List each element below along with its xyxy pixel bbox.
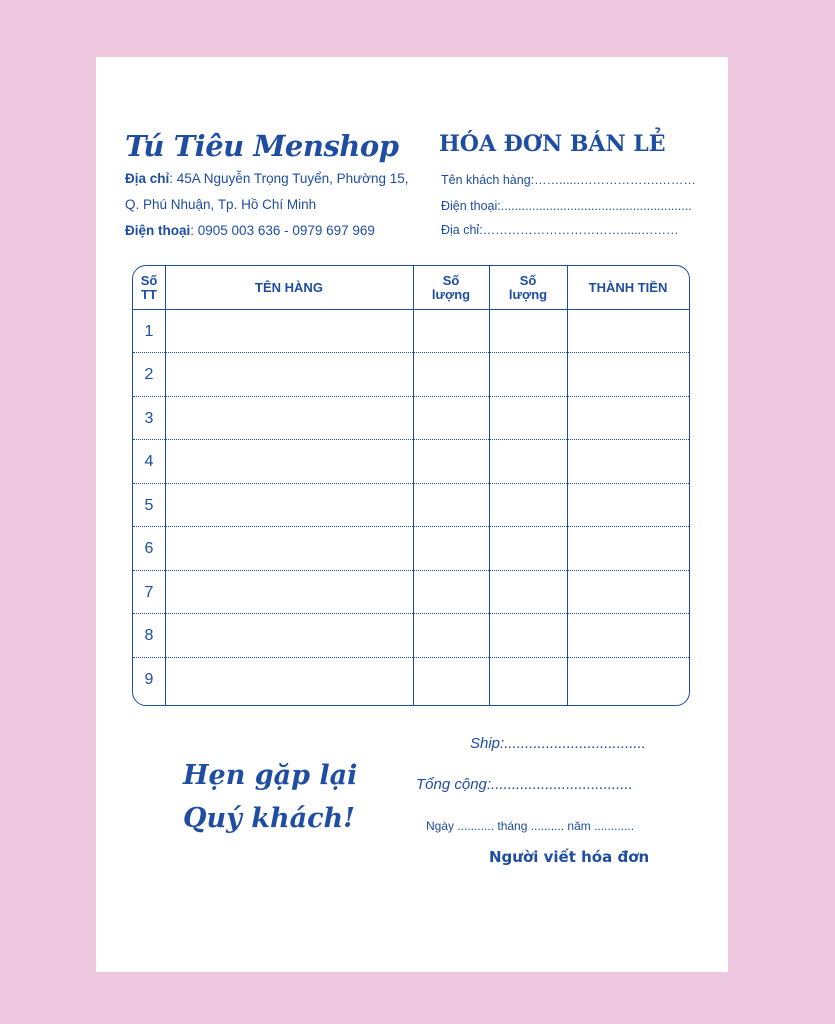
- items-table: [132, 265, 690, 706]
- header-stt: Số TT: [140, 272, 158, 302]
- row-number: 8: [144, 627, 154, 644]
- row-number: 1: [144, 323, 154, 340]
- phone-label: Điện thoại: [125, 223, 191, 238]
- column-divider: [489, 266, 490, 705]
- shop-phone-line: [125, 223, 375, 238]
- row-divider: [133, 657, 689, 658]
- row-divider: [133, 396, 689, 397]
- column-divider: [413, 266, 414, 705]
- row-divider: [133, 613, 689, 614]
- header-quantity-1: Số lượng: [431, 272, 471, 302]
- column-divider: [165, 266, 166, 705]
- row-number: 2: [144, 366, 154, 383]
- row-divider: [133, 483, 689, 484]
- column-divider: [567, 266, 568, 705]
- customer-name-field: Tên khách hàng:……......……………….………: [441, 173, 696, 187]
- header-divider: [133, 309, 689, 310]
- address-value-line1: : 45A Nguyễn Trọng Tuyển, Phường 15,: [169, 171, 409, 186]
- address-label: Địa chỉ: [125, 171, 170, 186]
- header-quantity-2: Số lượng: [508, 272, 548, 302]
- invoice-title: HÓA ĐƠN BÁN LẺ: [439, 131, 666, 157]
- row-number: 9: [144, 671, 154, 688]
- row-divider: [133, 439, 689, 440]
- date-field: Ngày ........... tháng .......... năm ............: [426, 819, 635, 833]
- row-divider: [133, 526, 689, 527]
- row-divider: [133, 352, 689, 353]
- shop-address-line1: [125, 171, 409, 186]
- ship-field: Ship:..................................: [470, 735, 646, 752]
- thanks-line2: Quý khách!: [183, 803, 355, 834]
- row-number: 6: [144, 540, 154, 557]
- row-number: 5: [144, 497, 154, 514]
- customer-address-field: Địa chỉ:……………………………......………: [441, 223, 679, 237]
- shop-address-line2: Q. Phú Nhuận, Tp. Hồ Chí Minh: [125, 197, 317, 212]
- thanks-line1: Hẹn gặp lại: [183, 760, 358, 791]
- signer-label: Người viết hóa đơn: [489, 848, 650, 866]
- shop-name: Tú Tiêu Menshop: [125, 129, 399, 163]
- invoice-sheet: [96, 57, 728, 972]
- header-total: THÀNH TIỀN: [588, 279, 668, 295]
- row-number: 7: [144, 584, 154, 601]
- row-number: 4: [144, 453, 154, 470]
- phone-value: : 0905 003 636 - 0979 697 969: [190, 223, 375, 238]
- row-divider: [133, 570, 689, 571]
- row-number: 3: [144, 410, 154, 427]
- customer-phone-field: Điện thoại:.......................................................: [441, 199, 692, 213]
- header-item-name: TÊN HÀNG: [255, 279, 323, 295]
- total-field: Tổng cộng:..................................: [416, 776, 633, 793]
